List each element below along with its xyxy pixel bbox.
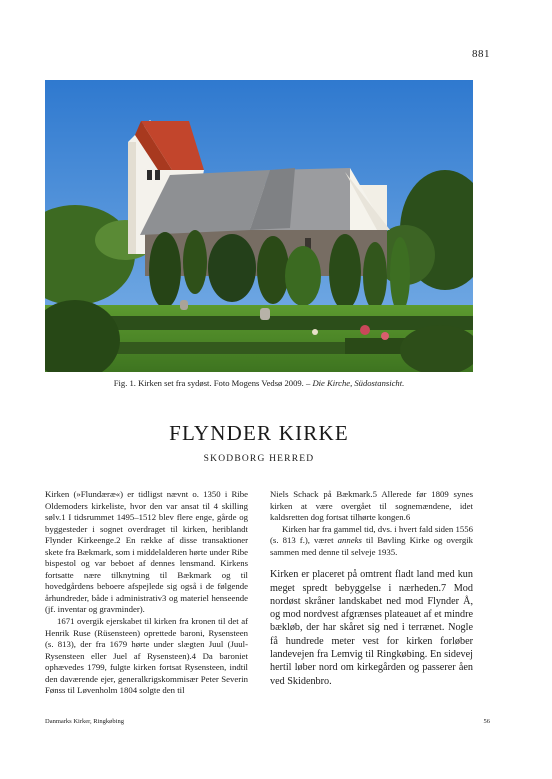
text-span: Kirken har fra gammel tid, dvs. i hvert fald siden 1556 (s. 813 f.), været [270, 523, 473, 546]
italic-term: anneks [337, 535, 362, 546]
paragraph [270, 524, 473, 559]
footer-source: Danmarks Kirker, Ringkøbing [45, 718, 124, 725]
caption-text: Fig. 1. Kirken set fra sydøst. Foto Mogens Vedsø 2009. – [113, 378, 313, 388]
footer-page: 56 [483, 718, 490, 725]
church-title: FLYNDER KIRKE [169, 421, 349, 445]
paragraph: Kirken (»Flundæræ«) er tidligst nævnt o. 1350 i Ribe Oldemoders kirkeliste, hvor den var ansat til 4 skilling sølv.1 I tidsrummet 1495–1512 blev flere enge, gårde og byggesteder i sognet overdraget til kirken, heriblandt Flynder Kirkeenge.2 En række af disse transaktioner skete fra Bækmark, som i middelalderen hørte under Ribe bispestol og var beboet af dennes lensmand. Kirkens fortsatte nære tilknytning til Bækmark og til hovedgårdens beboere afspejlede sig også i de følgende århundreder, både i administrativ3 og materiel henseende (jf. inventar og gravminder). [45, 489, 248, 615]
district-subtitle: SKODBORG HERRED [203, 454, 315, 464]
paragraph: 1671 overgik ejerskabet til kirken fra kronen til det af Henrik Ruse (Rüsensteen) oprettede baroni, Rysensteen (s. 813), der fra 1679 hørte under slægten Juul (Juul-Rysensteen eller Juel af Rysensteen).4 Da baroniet ophævedes 1799, fulgte kirken fortsat Rysensteen, indtil den daværende ejer, generalkrigskommisær Peter Severin Fønss til Løvenholm 1804 solgte den til [45, 616, 248, 696]
caption-german: Die Kirche, Südostansicht. [312, 378, 405, 388]
text-span: til Bøvling Kirke og overgik sammen med denne til selveje 1935. [270, 535, 473, 557]
church-photo [45, 80, 473, 372]
left-column [45, 489, 248, 697]
paragraph-location: Kirken er placeret på omtrent fladt land med kun meget spredt bebyggelse i nærheden.7 Mod nordøst skråner landskabet ned mod Flynder Å, og mod nordvest afgrænses plateauet af et mindre bækløb, der har skåret sig ned i terrænet. Nogle få hundrede meter vest for kirken forløber landevejen fra Lemvig til Ringkøbing. En sidevej hertil løber nord om kirkegården og passerer åen ved Skidenbro. [270, 569, 473, 687]
paragraph: Niels Schack på Bækmark.5 Allerede før 1809 synes kirken at være overgået til sognemændene, idet kaldsretten dog fortsat tilhørte kongen.6 [270, 489, 473, 523]
right-column [270, 489, 473, 688]
figure-caption [45, 378, 473, 389]
page-number: 881 [472, 48, 490, 60]
